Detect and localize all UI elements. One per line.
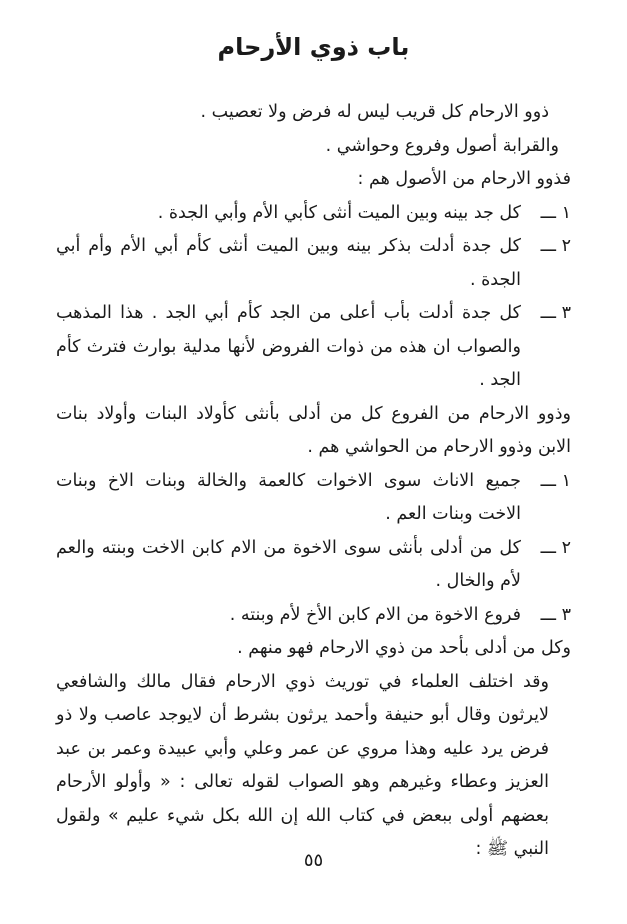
list-item-hawashi-3 (56, 599, 571, 633)
list-item-text: كل جدة أدلت بأب أعلى من الجد كأم أبي الجد . هذا المذهب والصواب ان هذه من ذوات الفروض لأنها مدلية بوارث فترث كأم الجد . (56, 303, 521, 390)
list-item-hawashi-1 (56, 465, 571, 532)
paragraph-kinship-types: والقرابة أصول وفروع وحواشي . (325, 135, 559, 156)
list-item-text: جميع الاناث سوى الاخوات كالعمة والخالة وبنات الاخ وبنات الاخت وبنات العم . (56, 470, 521, 524)
paragraph-furu: وذوو الارحام من الفروع كل من أدلى بأنثى كأولاد البنات وأولاد بنات الابن وذوو الارحام من الحواشي هم . (56, 403, 571, 457)
list-item-hawashi-2 (56, 532, 571, 599)
page-number: ٥٥ (303, 850, 324, 871)
chapter-title: باب ذوي الأرحام (217, 33, 410, 61)
list-item-text: فروع الاخوة من الام كابن الأخ لأم وبنته . (229, 604, 521, 625)
list-item-number: ١ ـــ (540, 202, 571, 223)
list-item-number: ٣ ـــ (540, 303, 571, 323)
list-item-text: كل جد بينه وبين الميت أنثى كأبي الأم وأبي الجدة . (157, 202, 521, 223)
list-item-number: ١ ـــ (540, 470, 571, 491)
paragraph-scholarly-dispute: وقد اختلف العلماء في توريث ذوي الارحام فقال مالك والشافعي لايرثون وقال أبو حنيفة وأحمد يرثون بشرط أن لايوجد عاصب ولا ذو فرض يرد عليه وهذا مروي عن عمر وعلي وأبي عبيدة وعمر بن عبد العزيز وعطاء وغيرهم وهو الصواب لقوله تعالى : « وأولو الأرحام بعضهم أولى ببعض في كتاب الله إن الله بكل شيء عليم » ولقول النبي ﷺ : (56, 671, 549, 859)
paragraph-indirect-relatives: وكل من أدلى بأحد من ذوي الارحام فهو منهم . (237, 638, 571, 658)
paragraph-definition: ذوو الارحام كل قريب ليس له فرض ولا تعصيب . (200, 102, 549, 122)
body-text (56, 96, 571, 867)
list-item-usul-2 (56, 230, 571, 297)
list-item-usul-1 (56, 197, 571, 231)
list-item-number: ٢ ـــ (540, 236, 571, 256)
list-item-number: ٢ ـــ (540, 537, 571, 558)
list-item-number: ٣ ـــ (540, 604, 571, 625)
paragraph-usul-intro: فذوو الارحام من الأصول هم : (357, 169, 571, 189)
list-item-text: كل من أدلى بأنثى سوى الاخوة من الام كابن الاخت وبنته والعم لأم والخال . (56, 537, 521, 591)
list-item-usul-3 (56, 297, 571, 398)
list-item-text: كل جدة أدلت بذكر بينه وبين الميت أنثى كأم أبي الأم وأم أبي الجدة . (56, 236, 521, 290)
